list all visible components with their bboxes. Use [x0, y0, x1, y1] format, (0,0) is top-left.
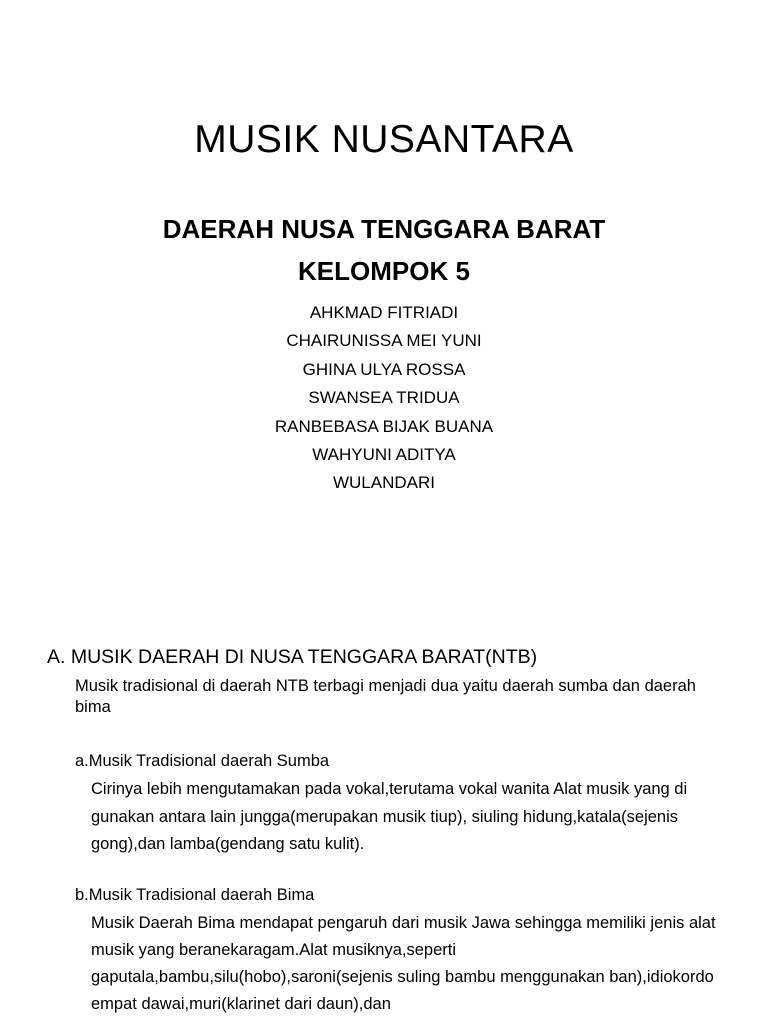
member-name: AHKMAD FITRIADI: [309, 303, 459, 322]
bima-subheading: b.Musik Tradisional daerah Bima: [75, 886, 315, 904]
member-name: GHINA ULYA ROSSA: [302, 359, 466, 379]
sumba-paragraph: Cirinya lebih mengutamakan pada vokal,terutama vokal wanita Alat musik yang di gunakan antara lain jungga(merupakan musik tiup), siuling hidung,katala(sejenis gong),dan lamba(gendang satu kulit).: [91, 780, 688, 853]
member-name: CHAIRUNISSA MEI YUNI: [286, 331, 482, 351]
slide-content: [0, 576, 768, 1024]
sumba-subheading: a.Musik Tradisional daerah Sumba: [75, 752, 330, 770]
bima-paragraph: Musik Daerah Bima mendapat pengaruh dari musik Jawa sehingga memiliki jenis alat musik yang beranekaragam.Alat musiknya,seperti gaputala,bambu,silu(hobo),saroni(sejenis suling bambu menggunakan ban),idiokordo empat dawai,muri(klarinet dari daun),dan: [91, 914, 716, 1013]
member-list: [0, 299, 768, 498]
presentation-title: MUSIK NUSANTARA: [194, 118, 574, 161]
section-heading: A. MUSIK DAERAH DI NUSA TENGGARA BARAT(NTB): [47, 646, 538, 668]
member-name: WULANDARI: [332, 473, 435, 493]
member-name: RANBEBASA BIJAK BUANA: [274, 416, 494, 436]
member-name: SWANSEA TRIDUA: [308, 388, 460, 408]
member-name: WAHYUNI ADITYA: [312, 445, 456, 465]
group-subtitle: KELOMPOK 5: [298, 256, 470, 286]
region-subtitle: DAERAH NUSA TENGGARA BARAT: [162, 214, 606, 244]
intro-paragraph: Musik tradisional di daerah NTB terbagi menjadi dua yaitu daerah sumba dan daerah bima: [75, 677, 696, 716]
